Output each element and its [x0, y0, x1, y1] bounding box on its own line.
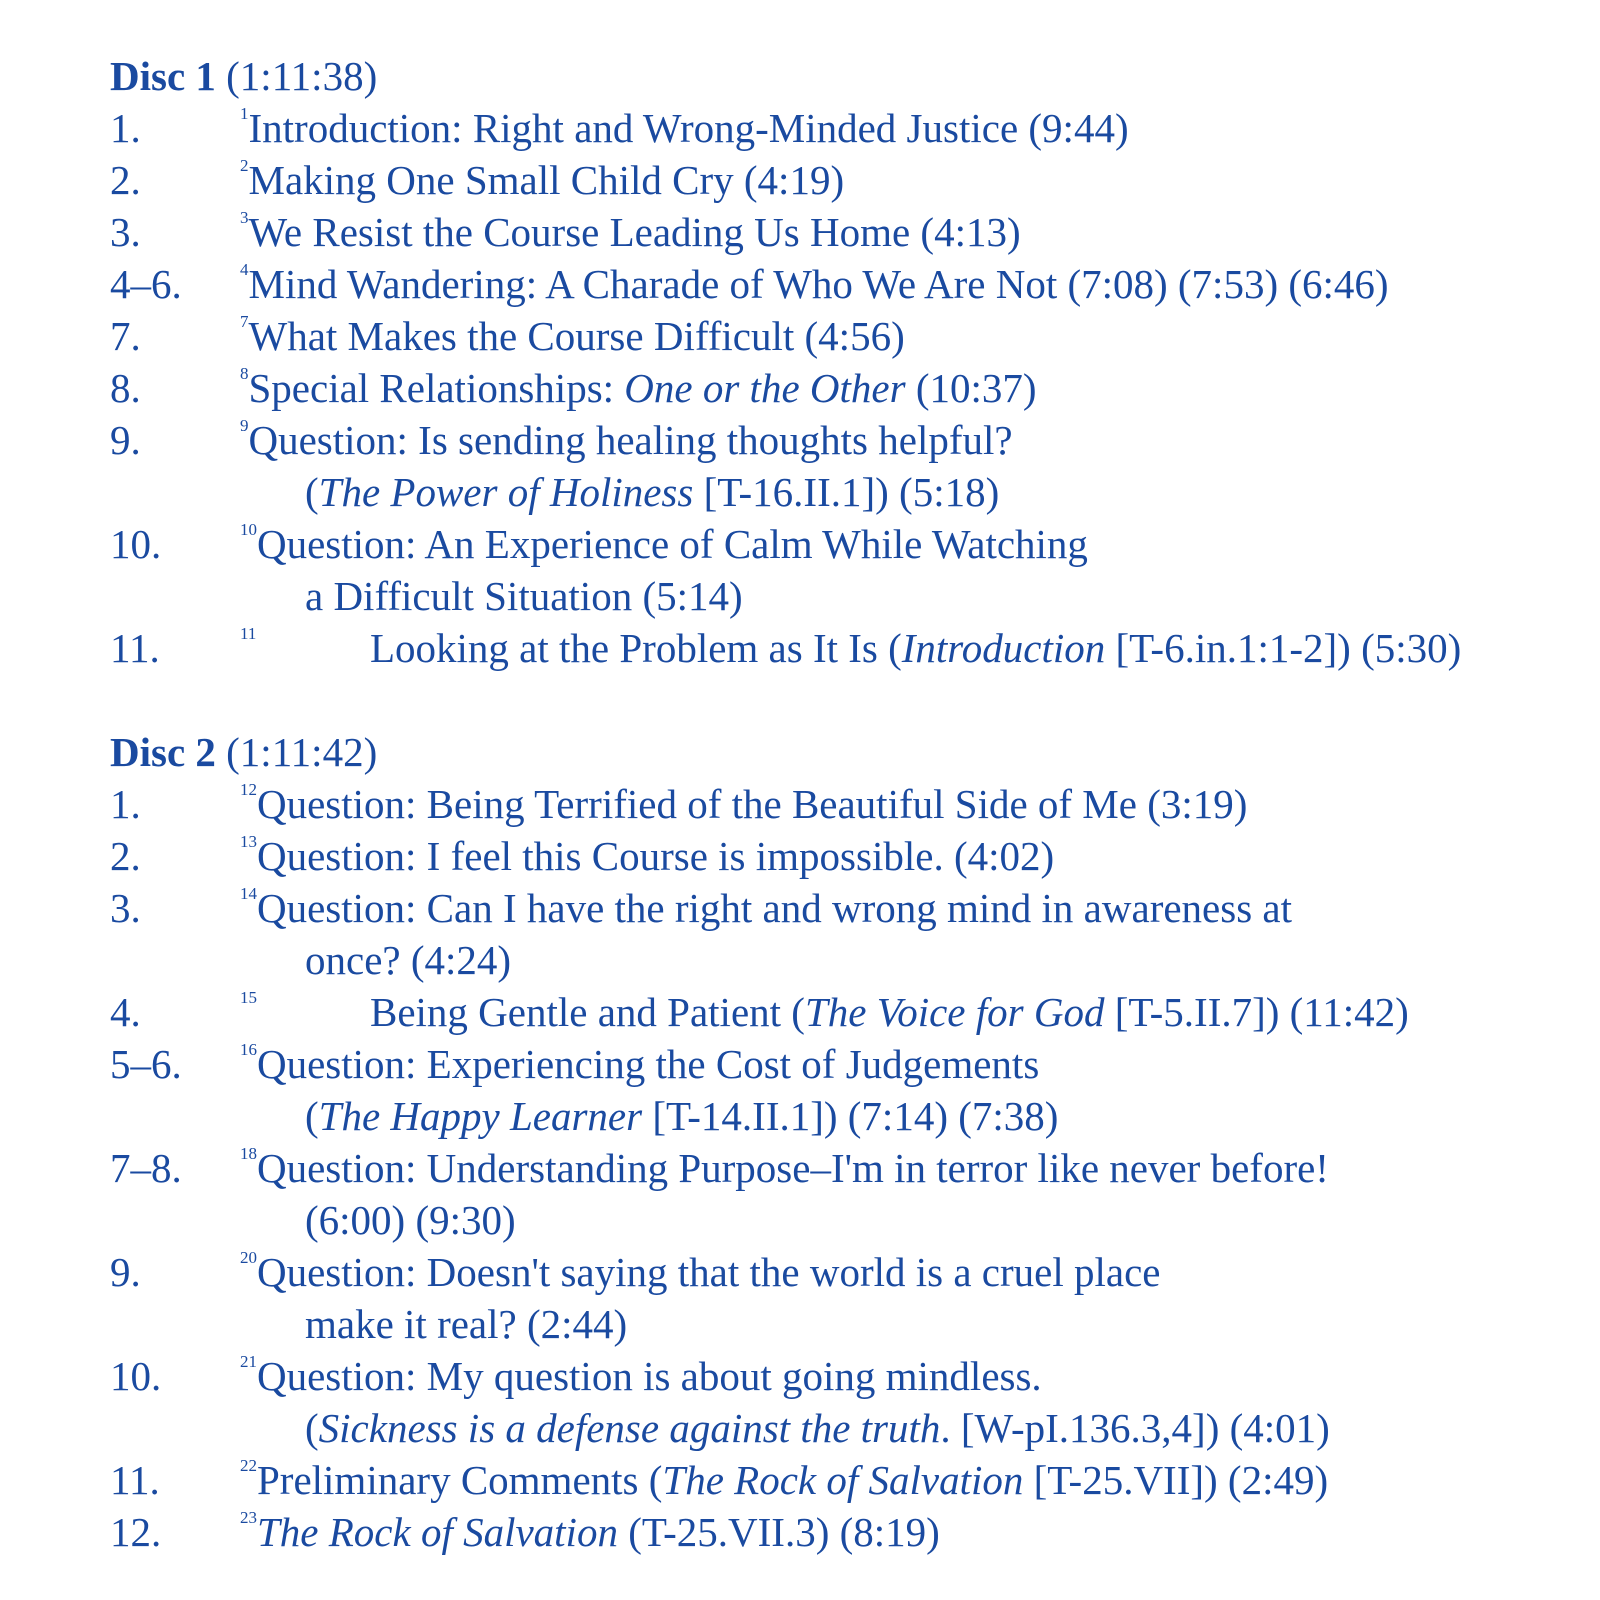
footnote-marker: 7 — [240, 312, 249, 331]
text-segment: ( — [305, 469, 319, 515]
text-segment: Looking at the Problem as It Is ( — [370, 625, 902, 671]
track-number: 3. — [110, 885, 141, 931]
track-title-line — [240, 362, 1570, 414]
text-segment: Question: My question is about going mindless. — [257, 1353, 1042, 1399]
track-title — [240, 882, 1570, 986]
text-segment: once? (4:24) — [305, 937, 512, 983]
track-row — [110, 1142, 1570, 1246]
italic-title-segment: One or the Other — [624, 365, 906, 411]
track-row — [110, 1454, 1570, 1506]
track-row — [110, 830, 1570, 882]
track-title-line — [240, 154, 1570, 206]
text-segment: Special Relationships: — [248, 365, 625, 411]
track-list-page — [110, 50, 1570, 1558]
italic-title-segment: The Rock of Salvation — [257, 1509, 618, 1555]
text-segment: make it real? (2:44) — [305, 1301, 628, 1347]
text-segment: Question: Understanding Purpose–I'm in terror like never before! — [257, 1145, 1329, 1191]
italic-title-segment: The Voice for God — [804, 989, 1105, 1035]
italic-title-segment: Sickness is a defense against the truth — [318, 1405, 941, 1451]
track-title — [240, 1454, 1570, 1506]
track-row — [110, 1506, 1570, 1558]
disc-label: Disc 1 — [110, 53, 216, 99]
footnote-marker: 4 — [240, 260, 249, 279]
footnote-marker: 2 — [240, 156, 249, 175]
text-segment: Question: Experiencing the Cost of Judgements — [257, 1041, 1040, 1087]
text-segment: Mind Wandering: A Charade of Who We Are Not (7:08) (7:53) (6:46) — [248, 261, 1389, 307]
text-segment: Question: Is sending healing thoughts helpful? — [248, 417, 1013, 463]
track-title-line — [240, 1038, 1570, 1090]
track-title — [240, 1038, 1570, 1142]
track-row — [110, 1350, 1570, 1454]
track-title-continuation — [240, 934, 1570, 986]
track-number: 1. — [110, 781, 141, 827]
track-number: 9. — [110, 1249, 141, 1295]
italic-title-segment: The Rock of Salvation — [662, 1457, 1024, 1503]
track-title-line — [240, 882, 1570, 934]
track-row — [110, 206, 1570, 258]
text-segment: a Difficult Situation (5:14) — [305, 573, 743, 619]
track-title-line — [240, 518, 1570, 570]
track-title — [240, 206, 1570, 258]
italic-title-segment: The Power of Holiness — [318, 469, 694, 515]
text-segment: What Makes the Course Difficult (4:56) — [248, 313, 905, 359]
track-title-line — [240, 1506, 1570, 1558]
track-title-line — [240, 1142, 1570, 1194]
track-number: 10. — [110, 1353, 162, 1399]
track-number: 7–8. — [110, 1145, 182, 1191]
text-segment: ( — [305, 1405, 319, 1451]
footnote-marker: 18 — [240, 1144, 257, 1163]
text-segment: (6:00) (9:30) — [305, 1197, 516, 1243]
track-title-line — [240, 102, 1570, 154]
text-segment: (T-25.VII.3) (8:19) — [617, 1509, 940, 1555]
track-number: 2. — [110, 833, 141, 879]
track-title-line — [240, 1246, 1570, 1298]
footnote-marker: 22 — [240, 1456, 257, 1475]
text-segment: Question: An Experience of Calm While Watching — [257, 521, 1088, 567]
track-number: 5–6. — [110, 1041, 182, 1087]
track-title-continuation — [240, 1298, 1570, 1350]
footnote-marker: 11 — [240, 624, 257, 643]
track-title — [240, 258, 1570, 310]
disc-spacer — [110, 674, 1570, 726]
footnote-marker: 20 — [240, 1248, 257, 1267]
track-row — [110, 778, 1570, 830]
track-title — [240, 986, 1570, 1038]
text-segment: [T-16.II.1]) (5:18) — [693, 469, 1000, 515]
track-title — [240, 414, 1570, 518]
footnote-marker: 14 — [240, 884, 257, 903]
text-segment: Question: Being Terrified of the Beautiful Side of Me (3:19) — [257, 781, 1248, 827]
disc-duration: (1:11:38) — [215, 53, 378, 99]
track-title-line — [240, 414, 1570, 466]
track-title — [240, 1246, 1570, 1350]
disc-label: Disc 2 — [110, 729, 216, 775]
text-segment: Introduction: Right and Wrong-Minded Justice (9:44) — [248, 105, 1129, 151]
track-row — [110, 154, 1570, 206]
track-number: 1. — [110, 105, 141, 151]
track-title — [240, 362, 1570, 414]
text-segment: Being Gentle and Patient ( — [370, 989, 805, 1035]
disc-section — [110, 726, 1570, 1558]
footnote-marker: 10 — [240, 520, 257, 539]
track-title-continuation — [240, 1090, 1570, 1142]
text-segment: (10:37) — [905, 365, 1037, 411]
track-title-line — [240, 778, 1570, 830]
text-segment: Preliminary Comments ( — [257, 1457, 663, 1503]
track-row — [110, 622, 1570, 674]
track-title — [240, 518, 1570, 622]
footnote-marker: 8 — [240, 364, 249, 383]
track-row — [110, 102, 1570, 154]
text-segment: . [W-pI.136.3,4]) (4:01) — [940, 1405, 1330, 1451]
text-segment: We Resist the Course Leading Us Home (4:13) — [248, 209, 1021, 255]
track-number: 12. — [110, 1509, 162, 1555]
footnote-marker: 13 — [240, 832, 257, 851]
track-row — [110, 258, 1570, 310]
disc-duration: (1:11:42) — [215, 729, 378, 775]
text-segment: [T-25.VII]) (2:49) — [1023, 1457, 1329, 1503]
track-number: 7. — [110, 313, 141, 359]
track-title — [240, 1142, 1570, 1246]
track-number: 9. — [110, 417, 141, 463]
track-title-line — [240, 622, 1570, 674]
disc-heading — [110, 726, 1570, 778]
footnote-marker: 21 — [240, 1352, 257, 1371]
track-title — [240, 622, 1570, 674]
track-title-line — [240, 830, 1570, 882]
footnote-marker: 23 — [240, 1508, 257, 1527]
text-segment: Making One Small Child Cry (4:19) — [248, 157, 845, 203]
track-title-continuation — [240, 1402, 1570, 1454]
track-title — [240, 1506, 1570, 1558]
track-row — [110, 310, 1570, 362]
track-number: 2. — [110, 157, 141, 203]
track-number: 11. — [110, 625, 160, 671]
track-row — [110, 1038, 1570, 1142]
track-number: 11. — [110, 1457, 160, 1503]
track-row — [110, 518, 1570, 622]
italic-title-segment: The Happy Learner — [318, 1093, 643, 1139]
track-title-continuation — [240, 570, 1570, 622]
track-row — [110, 362, 1570, 414]
track-title — [240, 778, 1570, 830]
footnote-marker: 1 — [240, 104, 249, 123]
track-number: 4. — [110, 989, 141, 1035]
track-number: 8. — [110, 365, 141, 411]
track-title-line — [240, 310, 1570, 362]
track-title — [240, 102, 1570, 154]
footnote-marker: 9 — [240, 416, 249, 435]
track-title — [240, 1350, 1570, 1454]
track-title-line — [240, 258, 1570, 310]
track-title-line — [240, 1350, 1570, 1402]
track-title — [240, 310, 1570, 362]
footnote-marker: 15 — [240, 988, 257, 1007]
disc-section — [110, 50, 1570, 674]
track-title-continuation — [240, 1194, 1570, 1246]
track-title-line — [240, 1454, 1570, 1506]
track-title-continuation — [240, 466, 1570, 518]
track-title-line — [240, 986, 1570, 1038]
footnote-marker: 12 — [240, 780, 257, 799]
text-segment: Question: I feel this Course is impossible. (4:02) — [257, 833, 1055, 879]
track-title — [240, 830, 1570, 882]
italic-title-segment: Introduction — [901, 625, 1106, 671]
track-row — [110, 882, 1570, 986]
footnote-marker: 16 — [240, 1040, 257, 1059]
track-number: 3. — [110, 209, 141, 255]
disc-heading — [110, 50, 1570, 102]
text-segment: ( — [305, 1093, 319, 1139]
text-segment: Question: Can I have the right and wrong mind in awareness at — [257, 885, 1292, 931]
track-number: 10. — [110, 521, 162, 567]
track-title — [240, 154, 1570, 206]
text-segment: [T-5.II.7]) (11:42) — [1104, 989, 1409, 1035]
track-row — [110, 414, 1570, 518]
footnote-marker: 3 — [240, 208, 249, 227]
track-row — [110, 986, 1570, 1038]
text-segment: [T-6.in.1:1-2]) (5:30) — [1105, 625, 1462, 671]
text-segment: Question: Doesn't saying that the world is a cruel place — [257, 1249, 1161, 1295]
track-row — [110, 1246, 1570, 1350]
text-segment: [T-14.II.1]) (7:14) (7:38) — [642, 1093, 1059, 1139]
track-number: 4–6. — [110, 261, 182, 307]
track-title-line — [240, 206, 1570, 258]
